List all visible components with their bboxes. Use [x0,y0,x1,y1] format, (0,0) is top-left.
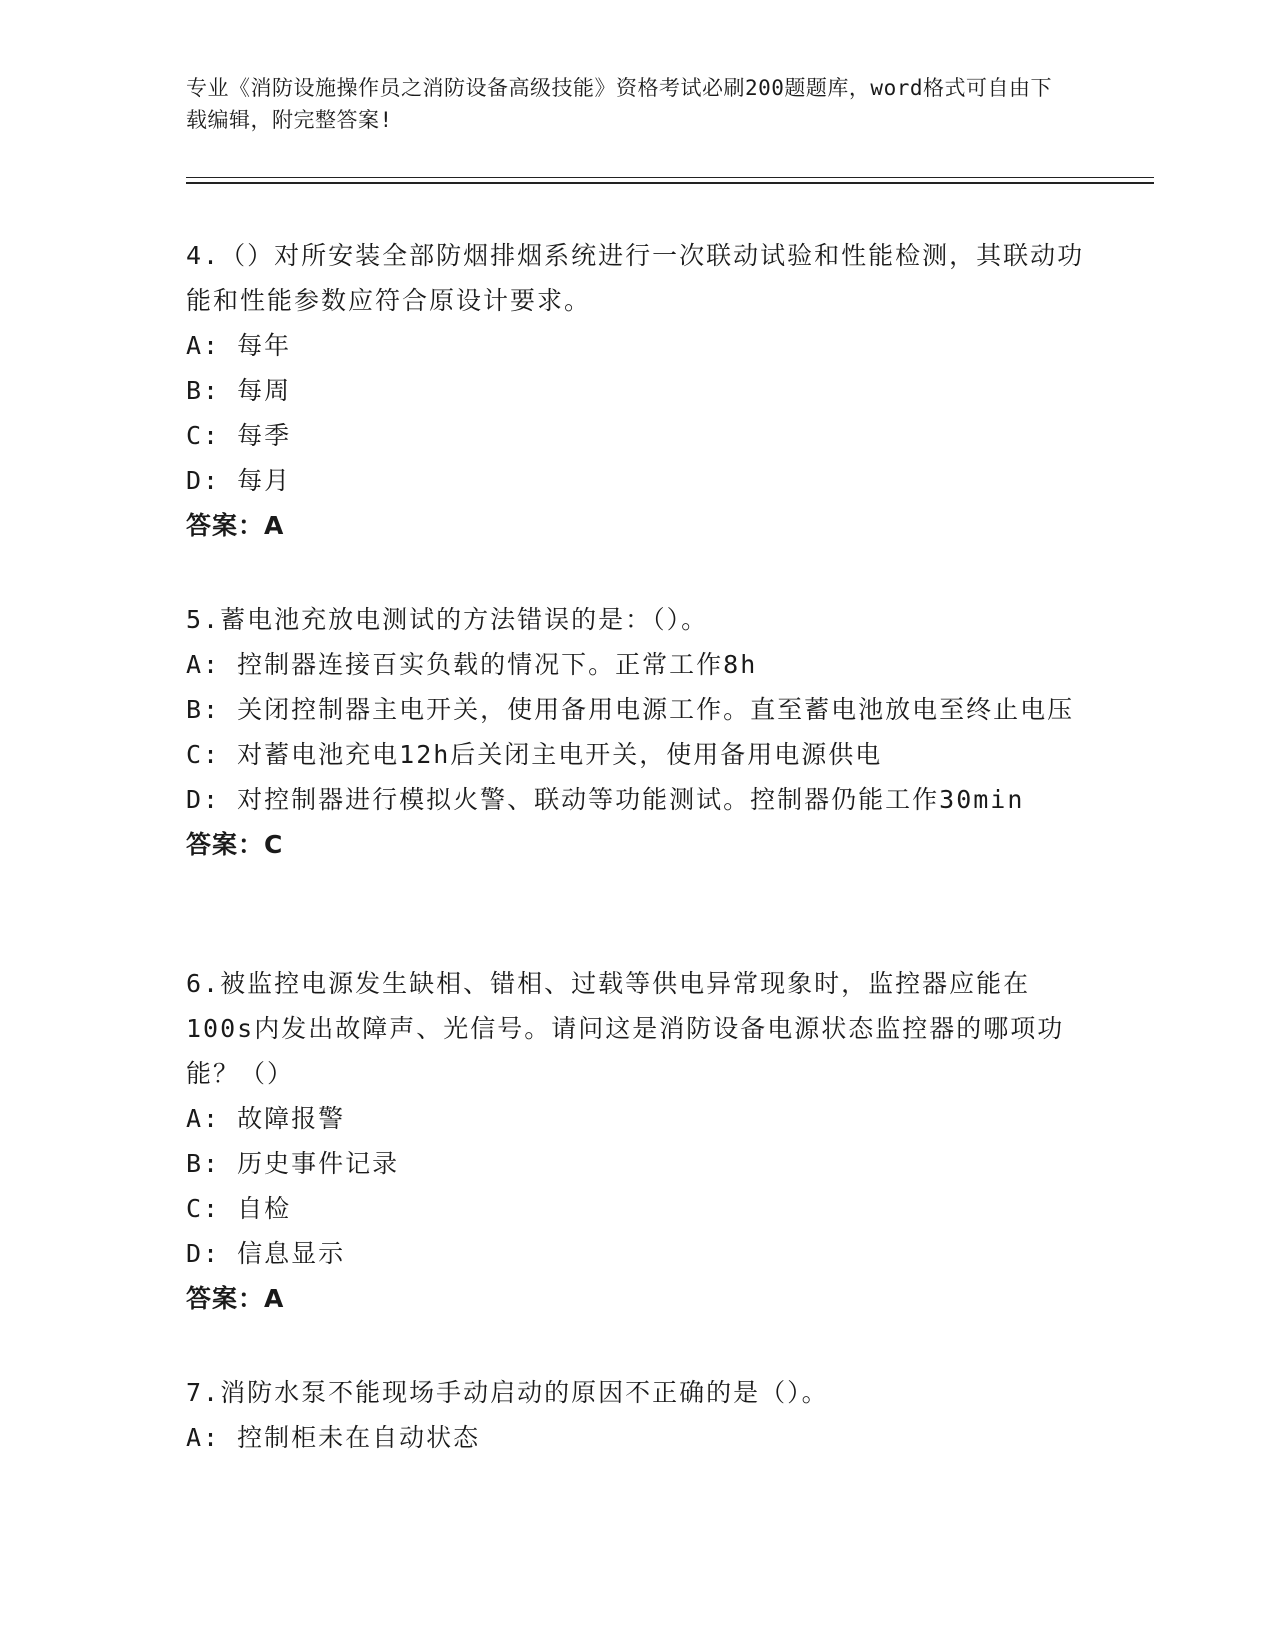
option-b: B: 每周 [186,376,292,405]
option-b: B: 历史事件记录 [186,1149,400,1178]
header-divider-thin [186,177,1154,178]
question-5 [186,597,1086,867]
option-a: A: 控制柜未在自动状态 [186,1423,481,1452]
question-6 [186,961,1086,1321]
option-c: C: 自检 [186,1194,292,1223]
question-stem: 7.消防水泵不能现场手动启动的原因不正确的是（）。 [186,1378,829,1407]
document-header: 专业《消防设施操作员之消防设备高级技能》资格考试必刷200题题库，word格式可自由下载编辑，附完整答案! [186,76,1052,132]
option-c: C: 每季 [186,421,292,450]
header-divider-thick [186,182,1154,184]
answer-line: 答案：A [186,1284,285,1313]
question-7 [186,1370,1086,1460]
option-a: A: 每年 [186,331,292,360]
question-4 [186,233,1086,548]
answer-line: 答案：A [186,511,285,540]
option-d: D: 每月 [186,466,292,495]
option-a: A: 控制器连接百实负载的情况下。正常工作8h [186,650,758,679]
option-d: D: 对控制器进行模拟火警、联动等功能测试。控制器仍能工作30min [186,785,1025,814]
option-b: B: 关闭控制器主电开关，使用备用电源工作。直至蓄电池放电至终止电压 [186,695,1075,724]
question-stem: 6.被监控电源发生缺相、错相、过载等供电异常现象时，监控器应能在100s内发出故障声、光信号。请问这是消防设备电源状态监控器的哪项功能？（） [186,969,1065,1088]
option-a: A: 故障报警 [186,1104,346,1133]
option-c: C: 对蓄电池充电12h后关闭主电开关，使用备用电源供电 [186,740,883,769]
question-stem: 4.（）对所安装全部防烟排烟系统进行一次联动试验和性能检测，其联动功能和性能参数应符合原设计要求。 [186,241,1085,315]
option-d: D: 信息显示 [186,1239,346,1268]
answer-line: 答案：C [186,830,284,859]
question-stem: 5.蓄电池充放电测试的方法错误的是：（）。 [186,605,709,634]
